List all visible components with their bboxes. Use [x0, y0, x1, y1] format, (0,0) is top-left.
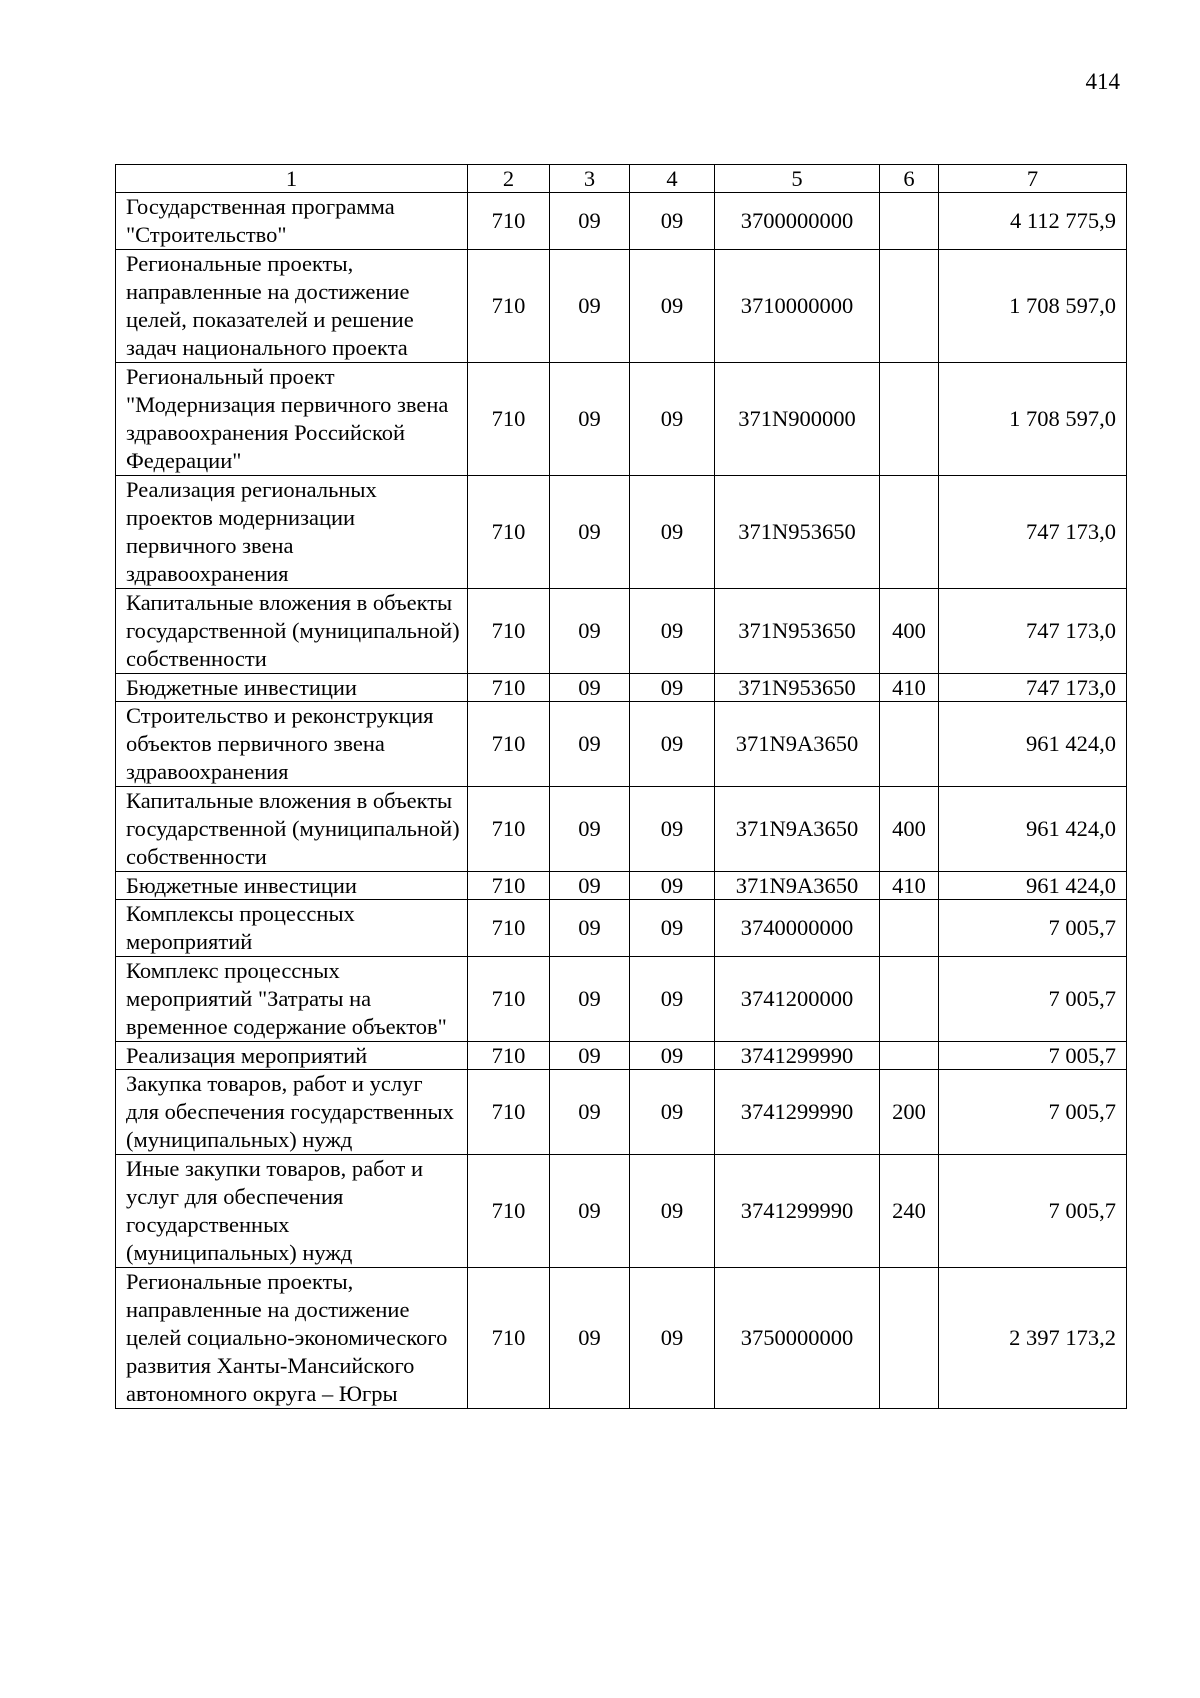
row-col-2: 710: [468, 900, 550, 957]
row-amount: 961 424,0: [939, 702, 1127, 787]
row-col-2: 710: [468, 1042, 550, 1070]
row-col-3: 09: [550, 872, 630, 900]
row-col-5: 3741299990: [715, 1042, 880, 1070]
row-col-6: [880, 900, 939, 957]
row-col-2: 710: [468, 787, 550, 872]
row-col-3: 09: [550, 702, 630, 787]
row-amount: 1 708 597,0: [939, 363, 1127, 476]
row-col-3: 09: [550, 193, 630, 250]
row-amount: 2 397 173,2: [939, 1268, 1127, 1409]
row-col-5: 371N953650: [715, 589, 880, 674]
row-col-5: 3740000000: [715, 900, 880, 957]
row-col-4: 09: [630, 957, 715, 1042]
table-row: [116, 250, 1127, 363]
row-col-6: [880, 476, 939, 589]
table-row: [116, 363, 1127, 476]
row-col-3: 09: [550, 957, 630, 1042]
row-name: Реализация мероприятий: [116, 1042, 468, 1070]
budget-table: [115, 164, 1127, 1409]
row-col-3: 09: [550, 674, 630, 702]
row-col-5: 371N953650: [715, 674, 880, 702]
row-col-2: 710: [468, 674, 550, 702]
column-header-6: 6: [880, 165, 939, 193]
column-header-7: 7: [939, 165, 1127, 193]
row-name: Бюджетные инвестиции: [116, 872, 468, 900]
table-row: [116, 1042, 1127, 1070]
row-col-4: 09: [630, 900, 715, 957]
row-col-2: 710: [468, 702, 550, 787]
row-col-6: [880, 1268, 939, 1409]
row-name: Бюджетные инвестиции: [116, 674, 468, 702]
row-col-6: 200: [880, 1070, 939, 1155]
table-row: [116, 1155, 1127, 1268]
row-amount: 7 005,7: [939, 957, 1127, 1042]
row-col-5: 3700000000: [715, 193, 880, 250]
row-name: Закупка товаров, работ и услуг для обеспечения государственных (муниципальных) нужд: [116, 1070, 468, 1155]
row-col-5: 3741299990: [715, 1155, 880, 1268]
row-amount: 961 424,0: [939, 872, 1127, 900]
row-col-3: 09: [550, 900, 630, 957]
row-col-2: 710: [468, 363, 550, 476]
row-amount: 747 173,0: [939, 674, 1127, 702]
row-col-3: 09: [550, 1042, 630, 1070]
row-amount: 1 708 597,0: [939, 250, 1127, 363]
row-col-5: 3710000000: [715, 250, 880, 363]
row-col-4: 09: [630, 1155, 715, 1268]
column-header-3: 3: [550, 165, 630, 193]
row-col-2: 710: [468, 193, 550, 250]
row-col-6: 400: [880, 787, 939, 872]
row-amount: 747 173,0: [939, 476, 1127, 589]
row-amount: 7 005,7: [939, 900, 1127, 957]
row-col-2: 710: [468, 1268, 550, 1409]
row-col-5: 371N953650: [715, 476, 880, 589]
row-col-3: 09: [550, 1155, 630, 1268]
row-col-4: 09: [630, 872, 715, 900]
table-row: [116, 589, 1127, 674]
row-amount: 747 173,0: [939, 589, 1127, 674]
row-col-2: 710: [468, 250, 550, 363]
row-col-3: 09: [550, 1268, 630, 1409]
row-name: Государственная программа "Строительство": [116, 193, 468, 250]
row-col-6: 410: [880, 872, 939, 900]
row-amount: 7 005,7: [939, 1155, 1127, 1268]
column-header-2: 2: [468, 165, 550, 193]
row-name: Строительство и реконструкция объектов первичного звена здравоохранения: [116, 702, 468, 787]
table-row: [116, 872, 1127, 900]
row-col-4: 09: [630, 363, 715, 476]
table-row: [116, 193, 1127, 250]
row-col-6: 410: [880, 674, 939, 702]
row-col-2: 710: [468, 476, 550, 589]
row-col-4: 09: [630, 193, 715, 250]
row-col-5: 371N9A3650: [715, 872, 880, 900]
row-col-6: [880, 702, 939, 787]
row-col-2: 710: [468, 1070, 550, 1155]
row-col-3: 09: [550, 589, 630, 674]
row-col-5: 371N9A3650: [715, 702, 880, 787]
row-name: Капитальные вложения в объекты государственной (муниципальной) собственности: [116, 787, 468, 872]
row-col-3: 09: [550, 787, 630, 872]
table-row: [116, 476, 1127, 589]
row-col-5: 3750000000: [715, 1268, 880, 1409]
row-col-3: 09: [550, 476, 630, 589]
table-row: [116, 674, 1127, 702]
row-col-4: 09: [630, 787, 715, 872]
table-row: [116, 900, 1127, 957]
row-col-6: 240: [880, 1155, 939, 1268]
row-col-2: 710: [468, 1155, 550, 1268]
row-name: Комплексы процессных мероприятий: [116, 900, 468, 957]
row-col-4: 09: [630, 250, 715, 363]
row-col-4: 09: [630, 1070, 715, 1155]
row-col-3: 09: [550, 363, 630, 476]
table-row: [116, 957, 1127, 1042]
row-name: Иные закупки товаров, работ и услуг для обеспечения государственных (муниципальных) нужд: [116, 1155, 468, 1268]
row-col-6: [880, 957, 939, 1042]
row-name: Капитальные вложения в объекты государственной (муниципальной) собственности: [116, 589, 468, 674]
row-col-4: 09: [630, 1268, 715, 1409]
row-name: Комплекс процессных мероприятий "Затраты на временное содержание объектов": [116, 957, 468, 1042]
row-col-6: [880, 363, 939, 476]
row-amount: 4 112 775,9: [939, 193, 1127, 250]
row-col-4: 09: [630, 702, 715, 787]
row-col-2: 710: [468, 872, 550, 900]
row-col-4: 09: [630, 589, 715, 674]
row-name: Региональные проекты, направленные на достижение целей социально-экономического развития Ханты-Мансийского автономного округа – Югры: [116, 1268, 468, 1409]
row-col-5: 3741299990: [715, 1070, 880, 1155]
row-amount: 7 005,7: [939, 1070, 1127, 1155]
column-header-1: 1: [116, 165, 468, 193]
row-col-2: 710: [468, 957, 550, 1042]
row-col-5: 371N9A3650: [715, 787, 880, 872]
row-col-3: 09: [550, 1070, 630, 1155]
row-name: Реализация региональных проектов модернизации первичного звена здравоохранения: [116, 476, 468, 589]
row-col-6: [880, 250, 939, 363]
row-col-4: 09: [630, 476, 715, 589]
row-col-6: 400: [880, 589, 939, 674]
table-header-row: [116, 165, 1127, 193]
table-row: [116, 702, 1127, 787]
row-col-2: 710: [468, 589, 550, 674]
table-row: [116, 787, 1127, 872]
row-amount: 7 005,7: [939, 1042, 1127, 1070]
column-header-5: 5: [715, 165, 880, 193]
column-header-4: 4: [630, 165, 715, 193]
row-col-5: 3741200000: [715, 957, 880, 1042]
table-row: [116, 1268, 1127, 1409]
row-name: Региональные проекты, направленные на достижение целей, показателей и решение задач национального проекта: [116, 250, 468, 363]
row-col-6: [880, 1042, 939, 1070]
row-col-4: 09: [630, 674, 715, 702]
row-amount: 961 424,0: [939, 787, 1127, 872]
row-col-5: 371N900000: [715, 363, 880, 476]
row-name: Региональный проект "Модернизация первичного звена здравоохранения Российской Федерации": [116, 363, 468, 476]
row-col-3: 09: [550, 250, 630, 363]
page-number: 414: [1085, 69, 1120, 94]
row-col-6: [880, 193, 939, 250]
row-col-4: 09: [630, 1042, 715, 1070]
table-row: [116, 1070, 1127, 1155]
